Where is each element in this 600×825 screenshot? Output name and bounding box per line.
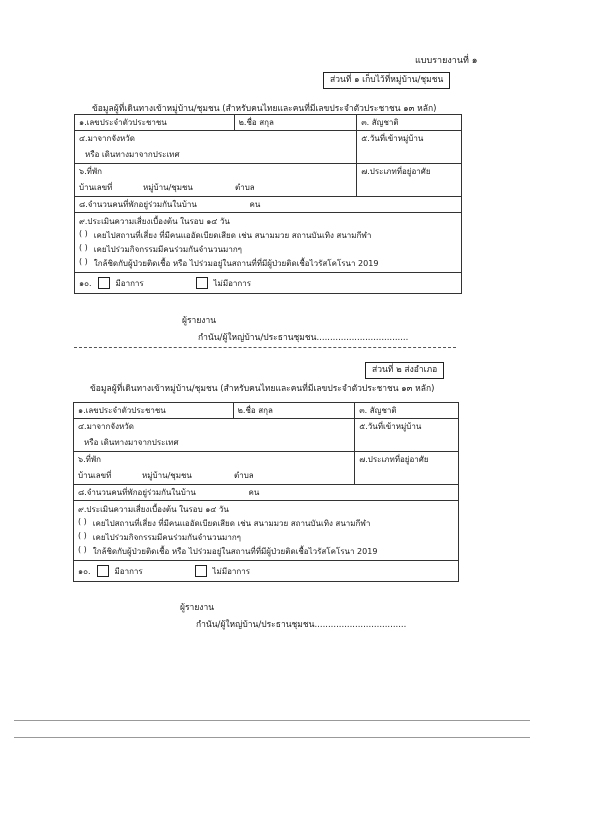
entry-date-field[interactable] <box>357 131 462 164</box>
risk-assessment-field <box>75 213 462 273</box>
section-1-heading: ข้อมูลผู้ที่เดินทางเข้าหมู่บ้าน/ชุมชน (สำหรับคนไทยและคนที่มีเลขประจำตัวประชาชน ๑๓ หลัก) <box>92 104 437 114</box>
section-1-table <box>74 114 462 294</box>
risk-option-3-text: ใกล้ชิดกับผู้ป่วยติดเชื้อ หรือ ไปร่วมอยู่ในสถานที่ที่มีผู้ป่วยติดเชื้อไวรัสโคโรนา 2019 <box>92 547 378 556</box>
name-label: ๒.ชื่อ สกุล <box>238 118 274 127</box>
risk-option-2-check[interactable]: ( ) <box>78 531 87 540</box>
part-1-label: ส่วนที่ ๑ เก็บไว้ที่หมู่บ้าน/ชุมชน <box>323 72 450 89</box>
risk-option-1-check[interactable]: ( ) <box>79 229 88 238</box>
symptom-number-label: ๑๐. <box>79 278 92 288</box>
residence-type-field[interactable] <box>357 164 462 197</box>
residence-label: ๖.ที่พัก <box>79 167 103 176</box>
name-label: ๒.ชื่อ สกุล <box>237 406 273 415</box>
nationality-label: ๓. สัญชาติ <box>359 406 397 415</box>
form-number: แบบรายงานที่ ๑ <box>415 56 478 66</box>
risk-option-2[interactable] <box>78 531 454 545</box>
risk-option-1-text: เคยไปสถานที่เสี่ยง ที่มีคนแออัดเบียดเสียด เช่น สนามมวย สถานบันเทิง สนามกีฬา <box>92 519 371 528</box>
symptom-label: มีอาการ <box>114 566 143 576</box>
part-2-label: ส่วนที่ ๒ ส่งอำเภอ <box>365 362 444 379</box>
residence-type-field[interactable] <box>355 452 459 485</box>
no-symptom-label: ไม่มีอาการ <box>212 566 251 576</box>
risk-option-1[interactable] <box>79 229 457 243</box>
reporter-label: ผู้รายงาน <box>182 316 217 326</box>
chief-signature-label[interactable]: กำนัน/ผู้ใหญ่บ้าน/ประธานชุมชน.................................. <box>196 620 407 630</box>
risk-option-3-text: ใกล้ชิดกับผู้ป่วยติดเชื้อ หรือ ไปร่วมอยู่ในสถานที่ที่มีผู้ป่วยติดเชื้อไวรัสโคโรนา 2019 <box>93 259 379 268</box>
section-2-heading: ข้อมูลผู้ที่เดินทางเข้าหมู่บ้าน/ชุมชน (สำหรับคนไทยและคนที่มีเลขประจำตัวประชาชน ๑๓ หลัก) <box>90 384 435 394</box>
risk-option-2-text: เคยไปร่วมกิจกรรมมีคนร่วมกันจำนวนมากๆ <box>92 533 241 542</box>
no-symptom-checkbox[interactable] <box>195 565 207 577</box>
symptom-checkbox[interactable] <box>98 277 110 289</box>
village-label: หมู่บ้าน/ชุมชน <box>143 183 193 192</box>
origin-province-label: ๔.มาจากจังหวัด <box>79 134 135 143</box>
risk-option-2[interactable] <box>79 243 457 257</box>
origin-field[interactable] <box>75 131 357 164</box>
risk-option-3[interactable] <box>79 257 457 271</box>
reporter-label: ผู้รายงาน <box>180 603 215 613</box>
bottom-rule-1 <box>14 720 530 721</box>
household-unit-label: คน <box>249 200 261 209</box>
name-field[interactable] <box>234 115 357 131</box>
residence-field[interactable] <box>75 164 357 197</box>
symptom-label: มีอาการ <box>115 278 144 288</box>
id-number-label: ๑.เลขประจำตัวประชาชน <box>79 118 167 127</box>
risk-assessment-label: ๙.ประเมินความเสี่ยงเบื้องต้น ในรอบ ๑๔ วัน <box>78 505 229 514</box>
residence-type-label: ๗.ประเภทที่อยู่อาศัย <box>359 455 429 464</box>
risk-assessment-field <box>74 501 459 561</box>
origin-field[interactable] <box>74 419 355 452</box>
subdistrict-label: ตำบล <box>235 183 255 192</box>
origin-country-label: หรือ เดินทางมาจากประเทศ <box>84 438 179 447</box>
nationality-label: ๓. สัญชาติ <box>361 118 399 127</box>
name-field[interactable] <box>233 403 355 419</box>
no-symptom-checkbox[interactable] <box>196 277 208 289</box>
id-number-field[interactable] <box>75 115 235 131</box>
origin-country-label: หรือ เดินทางมาจากประเทศ <box>85 150 180 159</box>
risk-option-1-text: เคยไปสถานที่เสี่ยง ที่มีคนแออัดเบียดเสียด เช่น สนามมวย สถานบันเทิง สนามกีฬา <box>93 231 372 240</box>
id-number-field[interactable] <box>74 403 234 419</box>
entry-date-label: ๕.วันที่เข้าหมู่บ้าน <box>361 134 424 143</box>
symptom-checkbox[interactable] <box>97 565 109 577</box>
risk-option-2-text: เคยไปร่วมกิจกรรมมีคนร่วมกันจำนวนมากๆ <box>93 245 242 254</box>
household-unit-label: คน <box>248 488 260 497</box>
entry-date-label: ๕.วันที่เข้าหมู่บ้าน <box>359 422 422 431</box>
risk-option-3[interactable] <box>78 545 454 559</box>
household-count-field[interactable] <box>74 485 459 501</box>
nationality-field[interactable] <box>357 115 462 131</box>
chief-signature-label[interactable]: กำนัน/ผู้ใหญ่บ้าน/ประธานชุมชน.................................. <box>198 333 409 343</box>
household-count-label: ๘.จำนวนคนที่พักอยู่ร่วมกันในบ้าน <box>78 488 196 497</box>
nationality-field[interactable] <box>355 403 459 419</box>
household-count-field[interactable] <box>75 197 462 213</box>
house-number-label: บ้านเลขที่ <box>78 471 112 480</box>
entry-date-field[interactable] <box>355 419 459 452</box>
risk-option-1-check[interactable]: ( ) <box>78 517 87 526</box>
residence-type-label: ๗.ประเภทที่อยู่อาศัย <box>361 167 431 176</box>
symptom-number-label: ๑๐. <box>78 566 91 576</box>
risk-option-2-check[interactable]: ( ) <box>79 243 88 252</box>
section-2-table <box>73 402 459 582</box>
origin-province-label: ๔.มาจากจังหวัด <box>78 422 134 431</box>
symptom-field <box>74 561 459 582</box>
household-count-label: ๘.จำนวนคนที่พักอยู่ร่วมกันในบ้าน <box>79 200 197 209</box>
subdistrict-label: ตำบล <box>234 471 254 480</box>
id-number-label: ๑.เลขประจำตัวประชาชน <box>78 406 166 415</box>
village-label: หมู่บ้าน/ชุมชน <box>142 471 192 480</box>
residence-field[interactable] <box>74 452 355 485</box>
risk-option-1[interactable] <box>78 517 454 531</box>
risk-option-3-check[interactable]: ( ) <box>78 545 87 554</box>
risk-assessment-label: ๙.ประเมินความเสี่ยงเบื้องต้น ในรอบ ๑๔ วัน <box>79 217 230 226</box>
no-symptom-label: ไม่มีอาการ <box>213 278 252 288</box>
residence-label: ๖.ที่พัก <box>78 455 102 464</box>
risk-option-3-check[interactable]: ( ) <box>79 257 88 266</box>
cut-line <box>74 347 456 348</box>
bottom-rule-2 <box>14 737 530 738</box>
symptom-field <box>75 273 462 294</box>
house-number-label: บ้านเลขที่ <box>79 183 113 192</box>
